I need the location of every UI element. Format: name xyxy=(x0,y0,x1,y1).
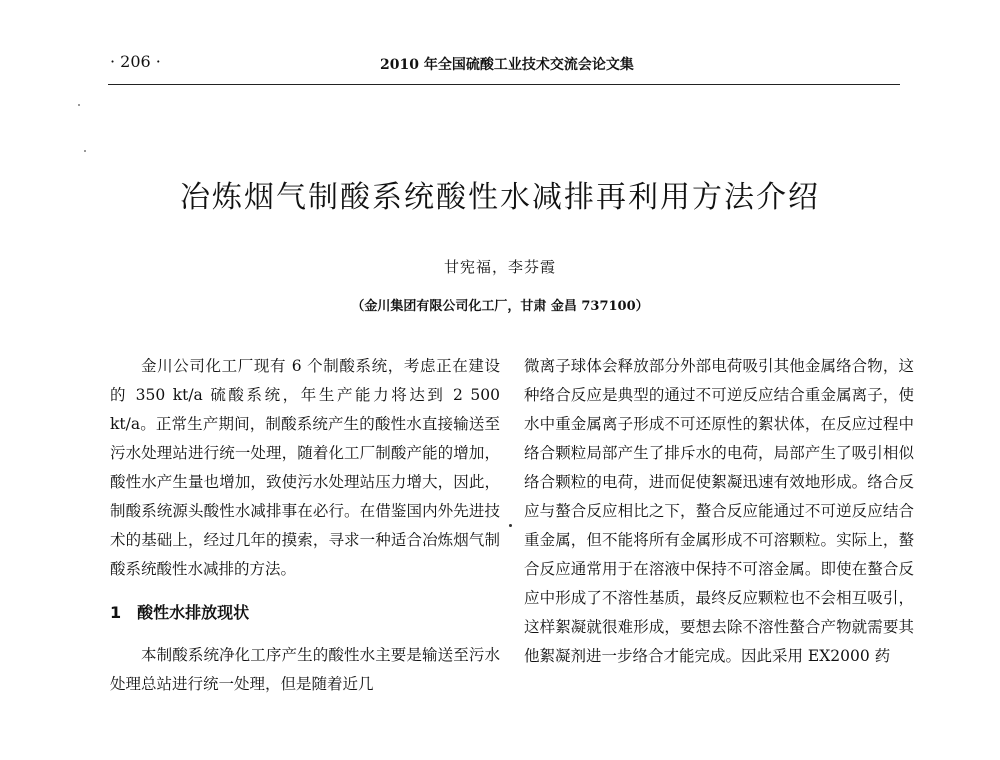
body-paragraph: 金川公司化工厂现有 6 个制酸系统，考虑正在建设的 350 kt/a 硫酸系统，年生产能力将达到 2 500 kt/a。正常生产期间，制酸系统产生的酸性水直接输送至污水处理站进行统一处理，随着化工厂制酸产能的增加，酸性水产生量也增加，致使污水处理站压力增大，因此，制酸系统源头酸性水减排事在必行。在借鉴国内外先进技术的基础上，经过几年的摸索，寻求一种适合冶炼烟气制酸系统酸性水减排的方法。 xyxy=(110,357,500,578)
right-column xyxy=(524,352,914,671)
header-rule xyxy=(108,84,900,85)
paper-title: 冶炼烟气制酸系统酸性水减排再利用方法介绍 xyxy=(180,180,820,215)
page-number: · 206 · xyxy=(110,52,161,71)
body-paragraph: 本制酸系统净化工序产生的酸性水主要是输送至污水处理总站进行统一处理，但是随着近几 xyxy=(110,646,500,693)
left-column xyxy=(110,352,500,699)
running-head: 2010 年全国硫酸工业技术交流会论文集 xyxy=(380,57,634,73)
section-heading: 1 酸性水排放现状 xyxy=(110,603,250,622)
column-dot xyxy=(509,524,512,527)
scan-speck xyxy=(84,150,86,152)
scan-speck xyxy=(78,104,80,106)
affiliation: （金川集团有限公司化工厂，甘肃 金昌 737100） xyxy=(351,299,649,314)
authors: 甘宪福，李芬霞 xyxy=(443,258,556,276)
body-paragraph: 微离子球体会释放部分外部电荷吸引其他金属络合物，这种络合反应是典型的通过不可逆反应结合重金属离子，使水中重金属离子形成不可还原性的絮状体，在反应过程中络合颗粒局部产生了排斥水的电荷，局部产生了吸引相似络合颗粒的电荷，进而促使絮凝迅速有效地形成。络合反应与螯合反应相比之下，螯合反应能通过不可逆反应结合重金属，但不能将所有金属形成不可溶颗粒。实际上，螯合反应通常用于在溶液中保持不可溶金属。即使在螯合反应中形成了不溶性基质，最终反应颗粒也不会相互吸引，这样絮凝就很难形成，要想去除不溶性螯合产物就需要其他絮凝剂进一步络合才能完成。因此采用 EX2000 药 xyxy=(524,357,914,665)
page-header xyxy=(110,52,902,78)
